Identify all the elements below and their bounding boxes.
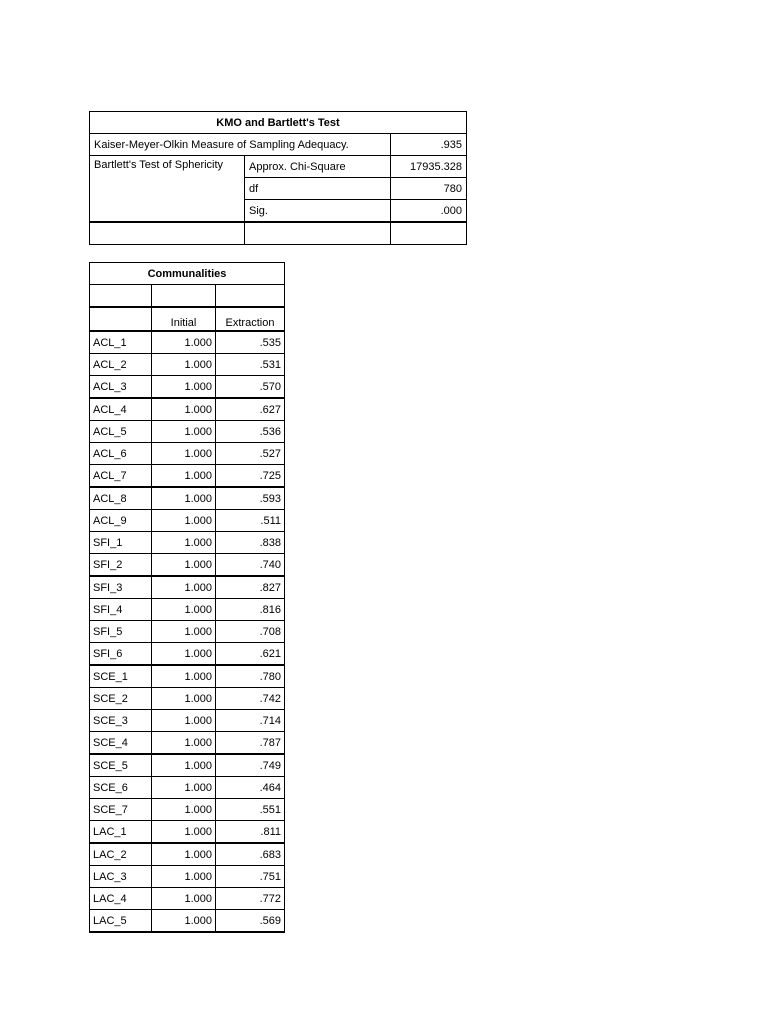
extraction-value: .742 (216, 688, 285, 710)
table-row (90, 554, 285, 577)
table-row (90, 732, 285, 755)
extraction-value: .593 (216, 487, 285, 510)
extraction-value: .780 (216, 665, 285, 688)
initial-value: 1.000 (152, 799, 216, 821)
row-label: SFI_1 (90, 532, 152, 554)
table-row (90, 532, 285, 554)
initial-value: 1.000 (152, 331, 216, 354)
extraction-value: .464 (216, 777, 285, 799)
table-row (90, 398, 285, 421)
extraction-value: .627 (216, 398, 285, 421)
row-label: SFI_6 (90, 643, 152, 666)
initial-value: 1.000 (152, 665, 216, 688)
row-label: SFI_3 (90, 576, 152, 599)
initial-value: 1.000 (152, 777, 216, 799)
initial-value: 1.000 (152, 599, 216, 621)
initial-value: 1.000 (152, 754, 216, 777)
table-row (90, 665, 285, 688)
initial-value: 1.000 (152, 398, 216, 421)
table-row (90, 443, 285, 465)
communalities-body (90, 331, 285, 932)
extraction-value: .570 (216, 376, 285, 399)
initial-value: 1.000 (152, 554, 216, 577)
extraction-value: .527 (216, 443, 285, 465)
initial-value: 1.000 (152, 510, 216, 532)
extraction-value: .683 (216, 843, 285, 866)
table-row (90, 843, 285, 866)
row-label: SCE_1 (90, 665, 152, 688)
chi-square-label: Approx. Chi-Square (245, 156, 391, 178)
initial-value: 1.000 (152, 443, 216, 465)
extraction-value: .772 (216, 888, 285, 910)
row-label: SCE_2 (90, 688, 152, 710)
extraction-value: .787 (216, 732, 285, 755)
extraction-value: .511 (216, 510, 285, 532)
initial-value: 1.000 (152, 732, 216, 755)
kmo-value: .935 (391, 134, 467, 156)
table-row (90, 576, 285, 599)
initial-value: 1.000 (152, 910, 216, 933)
extraction-value: .827 (216, 576, 285, 599)
row-label: ACL_4 (90, 398, 152, 421)
initial-value: 1.000 (152, 532, 216, 554)
table-row (90, 910, 285, 933)
df-value: 780 (391, 178, 467, 200)
initial-value: 1.000 (152, 710, 216, 732)
table-row (90, 888, 285, 910)
kmo-bartlett-table (89, 111, 467, 245)
col-extraction-header: Extraction (216, 307, 285, 331)
extraction-value: .714 (216, 710, 285, 732)
row-label: SFI_4 (90, 599, 152, 621)
kmo-table-title: KMO and Bartlett's Test (90, 112, 467, 134)
initial-value: 1.000 (152, 888, 216, 910)
header-spacer-row (90, 285, 285, 308)
sig-label: Sig. (245, 200, 391, 223)
table-row (90, 621, 285, 643)
table-row (90, 599, 285, 621)
blank-cell (90, 222, 245, 245)
initial-value: 1.000 (152, 866, 216, 888)
col-initial-header: Initial (152, 307, 216, 331)
kmo-blank-row (90, 222, 467, 245)
table-row (90, 331, 285, 354)
extraction-value: .569 (216, 910, 285, 933)
row-label: ACL_7 (90, 465, 152, 488)
blank-cell (391, 222, 467, 245)
initial-value: 1.000 (152, 354, 216, 376)
row-label: SFI_2 (90, 554, 152, 577)
kmo-label: Kaiser-Meyer-Olkin Measure of Sampling Adequacy. (90, 134, 391, 156)
row-label: SCE_5 (90, 754, 152, 777)
row-label: SCE_6 (90, 777, 152, 799)
extraction-value: .708 (216, 621, 285, 643)
row-label: ACL_1 (90, 331, 152, 354)
column-header-row (90, 307, 285, 331)
row-label: LAC_2 (90, 843, 152, 866)
table-row (90, 643, 285, 666)
extraction-value: .838 (216, 532, 285, 554)
communalities-table (89, 262, 285, 933)
extraction-value: .751 (216, 866, 285, 888)
extraction-value: .811 (216, 821, 285, 844)
row-label: LAC_5 (90, 910, 152, 933)
table-row (90, 777, 285, 799)
row-label: ACL_8 (90, 487, 152, 510)
row-label: LAC_1 (90, 821, 152, 844)
row-label: ACL_6 (90, 443, 152, 465)
row-label: ACL_2 (90, 354, 152, 376)
initial-value: 1.000 (152, 576, 216, 599)
initial-value: 1.000 (152, 821, 216, 844)
blank-cell (152, 285, 216, 308)
table-row (90, 487, 285, 510)
sig-value: .000 (391, 200, 467, 223)
table-row (90, 354, 285, 376)
row-label: SCE_3 (90, 710, 152, 732)
blank-cell (90, 307, 152, 331)
initial-value: 1.000 (152, 843, 216, 866)
initial-value: 1.000 (152, 688, 216, 710)
extraction-value: .621 (216, 643, 285, 666)
initial-value: 1.000 (152, 421, 216, 443)
table-row (90, 754, 285, 777)
extraction-value: .536 (216, 421, 285, 443)
blank-cell (216, 285, 285, 308)
chi-square-value: 17935.328 (391, 156, 467, 178)
table-row (90, 866, 285, 888)
initial-value: 1.000 (152, 465, 216, 488)
table-row (90, 710, 285, 732)
initial-value: 1.000 (152, 487, 216, 510)
communalities-title: Communalities (90, 263, 285, 285)
row-label: SCE_4 (90, 732, 152, 755)
df-label: df (245, 178, 391, 200)
blank-cell (245, 222, 391, 245)
extraction-value: .816 (216, 599, 285, 621)
initial-value: 1.000 (152, 643, 216, 666)
extraction-value: .531 (216, 354, 285, 376)
initial-value: 1.000 (152, 621, 216, 643)
blank-cell (90, 285, 152, 308)
extraction-value: .535 (216, 331, 285, 354)
extraction-value: .725 (216, 465, 285, 488)
table-row (90, 799, 285, 821)
extraction-value: .551 (216, 799, 285, 821)
extraction-value: .740 (216, 554, 285, 577)
row-label: LAC_3 (90, 866, 152, 888)
row-label: LAC_4 (90, 888, 152, 910)
table-row (90, 465, 285, 488)
table-row (90, 510, 285, 532)
extraction-value: .749 (216, 754, 285, 777)
table-row (90, 421, 285, 443)
table-row (90, 821, 285, 844)
bartlett-label: Bartlett's Test of Sphericity (90, 156, 245, 223)
initial-value: 1.000 (152, 376, 216, 399)
row-label: SCE_7 (90, 799, 152, 821)
row-label: ACL_5 (90, 421, 152, 443)
row-label: ACL_9 (90, 510, 152, 532)
row-label: SFI_5 (90, 621, 152, 643)
table-row (90, 688, 285, 710)
table-row (90, 376, 285, 399)
row-label: ACL_3 (90, 376, 152, 399)
